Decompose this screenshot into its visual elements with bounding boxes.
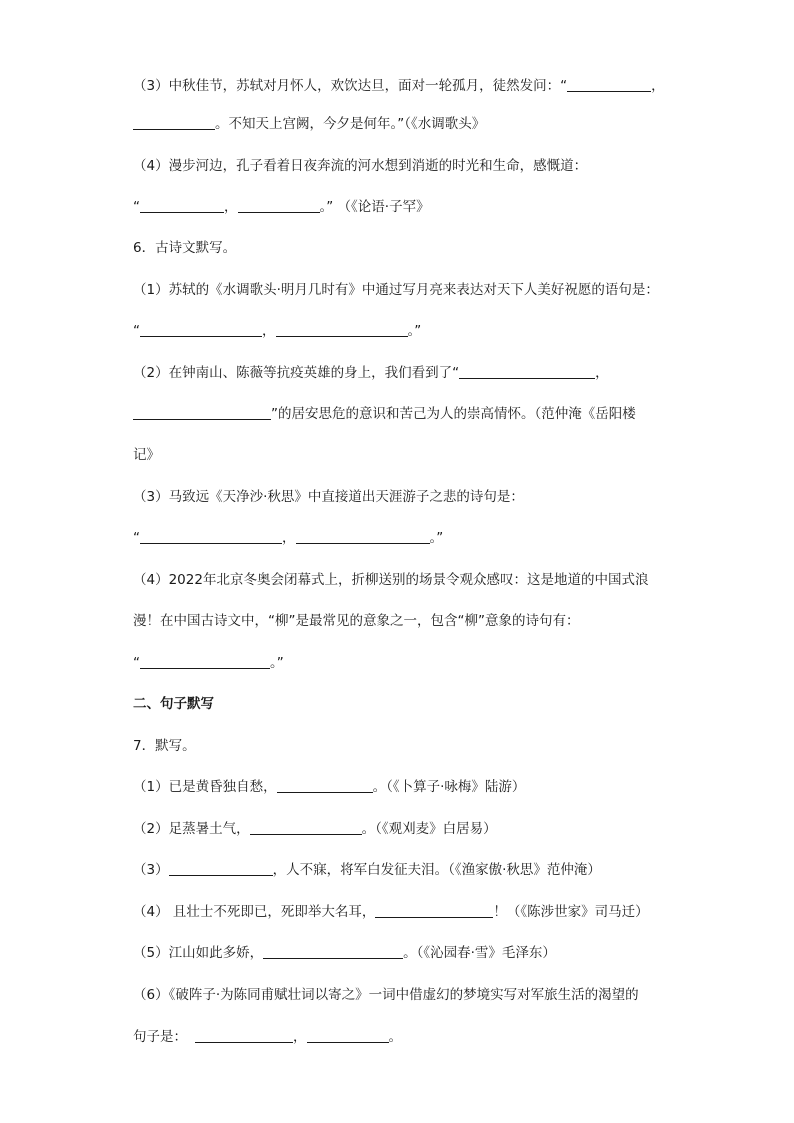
answer-blank[interactable] xyxy=(296,529,430,544)
answer-blank[interactable] xyxy=(195,1028,293,1043)
question-6-4-line-3: “ 。” xyxy=(133,655,284,671)
question-6-2-line-2: ”的居安思危的意识和苦己为人的崇高情怀。（范仲淹《岳阳楼 xyxy=(133,405,636,423)
answer-blank[interactable] xyxy=(263,944,403,959)
question-7-6-line-1: （6）《破阵子·为陈同甫赋壮词以寄之》一词中借虚幻的梦境实写对军旅生活的渴望的 xyxy=(133,987,639,1003)
answer-blank[interactable] xyxy=(133,115,215,130)
question-6-2-line-1: （2）在钟南山、陈薇等抗疫英雄的身上，我们看到了“ ， xyxy=(133,365,609,381)
answer-blank[interactable] xyxy=(140,198,224,213)
answer-blank[interactable] xyxy=(140,654,270,669)
answer-blank[interactable] xyxy=(567,77,651,92)
question-6-1-line-1: （1）苏轼的《水调歌头·明月几时有》中通过写月亮来表达对天下人美好祝愿的语句是： xyxy=(133,282,659,298)
answer-blank[interactable] xyxy=(459,364,595,379)
question-6-1-line-2: “ ， 。” xyxy=(133,323,422,339)
question-7-6-line-2: 句子是： ， 。 xyxy=(133,1029,402,1045)
question-6-title: 6．古诗文默写。 xyxy=(133,240,237,256)
answer-blank[interactable] xyxy=(250,820,362,835)
answer-blank[interactable] xyxy=(140,322,262,337)
question-7-3: （3） ，人不寐，将军白发征夫泪。（《渔家傲·秋思》范仲淹） xyxy=(133,862,601,878)
question-7-4: （4） 且壮士不死即已，死即举大名耳， ！（《陈涉世家》司马迁） xyxy=(133,904,649,920)
question-7-5: （5）江山如此多娇， 。（《沁园春·雪》毛泽东） xyxy=(133,945,556,961)
question-6-4-line-1: （4）2022年北京冬奥会闭幕式上，折柳送别的场景令观众感叹：这是地道的中国式浪 xyxy=(133,572,649,588)
answer-blank[interactable] xyxy=(140,529,282,544)
question-7-2: （2）足蒸暑土气， 。（《观刈麦》白居易） xyxy=(133,821,497,837)
answer-blank[interactable] xyxy=(238,198,320,213)
question-7-1: （1）已是黄昏独自愁， 。（《卜算子·咏梅》陆游） xyxy=(133,779,526,795)
question-5-4-line-2: “ ， 。” （《论语·子罕》 xyxy=(133,199,430,215)
question-5-3-line-1: （3）中秋佳节，苏轼对月怀人，欢饮达旦，面对一轮孤月，徒然发问：“ ， xyxy=(133,78,665,94)
answer-blank[interactable] xyxy=(307,1028,389,1043)
answer-blank[interactable] xyxy=(277,778,373,793)
question-6-3-line-2: “ ， 。” xyxy=(133,530,444,546)
question-5-4-line-1: （4）漫步河边，孔子看着日夜奔流的河水想到消逝的时光和生命，感慨道： xyxy=(133,158,588,174)
question-6-3-line-1: （3）马致远《天净沙·秋思》中直接道出天涯游子之悲的诗句是： xyxy=(133,489,524,505)
question-6-4-line-2: 漫！在中国古诗文中，“柳”是最常见的意象之一，包含“柳”意象的诗句有： xyxy=(133,613,580,629)
question-5-3-line-2: 。不知天上宫阙，今夕是何年。”（《水调歌头》 xyxy=(133,115,485,133)
answer-blank[interactable] xyxy=(375,903,493,918)
section-heading: 二、句子默写 xyxy=(133,696,214,712)
answer-blank[interactable] xyxy=(133,405,271,420)
question-6-2-line-3: 记》 xyxy=(133,447,160,463)
answer-blank[interactable] xyxy=(276,322,408,337)
question-7-title: 7．默写。 xyxy=(133,738,196,754)
answer-blank[interactable] xyxy=(169,861,273,876)
